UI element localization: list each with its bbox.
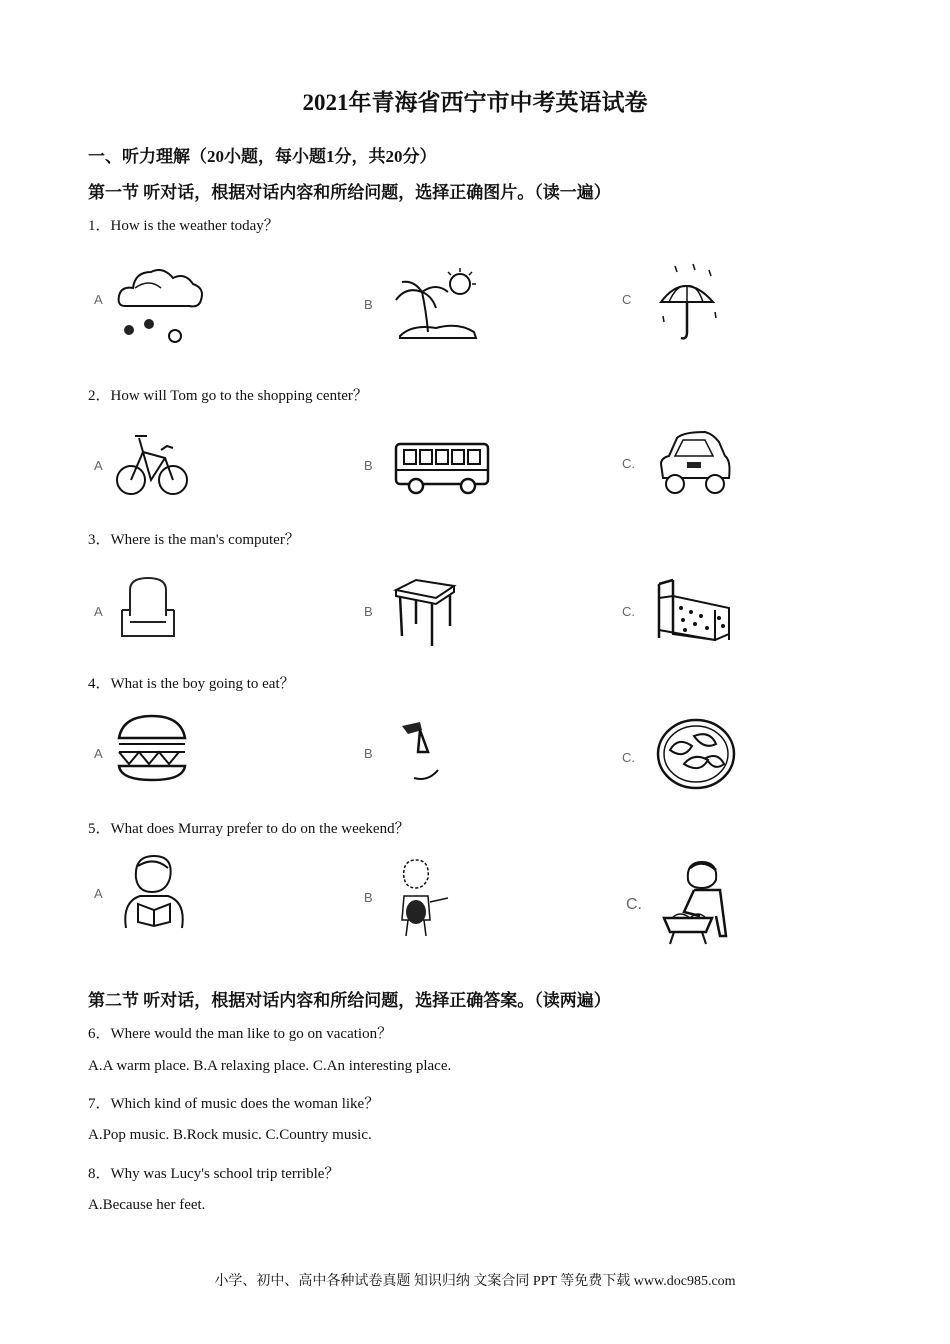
table-icon: [392, 576, 458, 650]
option-label-b: B: [364, 890, 373, 905]
option-label-a: A: [94, 604, 103, 619]
question-4: 4．What is the boy going to eat？: [88, 676, 295, 692]
bus-icon: [392, 438, 492, 496]
armchair-icon: [118, 576, 178, 642]
umbrella-rain-icon: [655, 262, 720, 344]
option-label-c: C.: [622, 750, 635, 765]
option-label-a: A: [94, 746, 103, 761]
question-8: 8．Why was Lucy's school trip terrible？: [88, 1166, 340, 1182]
chicken-leg-icon: [400, 718, 444, 784]
bicycle-icon: [115, 428, 190, 500]
sun-palm-island-icon: [392, 266, 482, 346]
option-label-c: C.: [626, 896, 642, 913]
boy-washing-clothes-icon: [660, 856, 734, 948]
question-3: 3．Where is the man's computer？: [88, 532, 300, 548]
hamburger-icon: [115, 714, 189, 784]
question-8-options: A.Because her feet.: [88, 1197, 206, 1213]
page-title: 2021年青海省西宁市中考英语试卷: [302, 90, 648, 115]
option-label-c: C.: [622, 456, 635, 471]
boy-reading-icon: [116, 852, 192, 934]
question-1: 1．How is the weather today？: [88, 218, 279, 234]
dumplings-plate-icon: [654, 716, 738, 792]
option-label-c: C.: [622, 604, 635, 619]
bed-icon: [655, 574, 733, 650]
option-label-b: B: [364, 297, 373, 312]
option-label-b: B: [364, 746, 373, 761]
section1-heading: 第一节 听对话，根据对话内容和所给问题，选择正确图片。（读一遍）: [88, 183, 611, 202]
taxi-icon: [655, 428, 733, 500]
option-label-a: A: [94, 458, 103, 473]
option-label-b: B: [364, 458, 373, 473]
boy-with-ball-icon: [390, 856, 454, 940]
question-7: 7．Which kind of music does the woman like？: [88, 1096, 380, 1112]
option-label-a: A: [94, 886, 103, 901]
question-6-options: A.A warm place. B.A relaxing place. C.An interesting place.: [88, 1058, 452, 1074]
cloud-snow-icon: [115, 258, 205, 350]
part1-heading: 一、听力理解（20小题，每小题1分，共20分）: [88, 147, 437, 166]
option-label-a: A: [94, 292, 103, 307]
option-label-c: C: [622, 292, 632, 307]
section2-heading: 第二节 听对话，根据对话内容和所给问题，选择正确答案。（读两遍）: [88, 991, 611, 1010]
question-7-options: A.Pop music. B.Rock music. C.Country music.: [88, 1127, 372, 1143]
question-5: 5．What does Murray prefer to do on the weekend？: [88, 821, 410, 837]
question-2: 2．How will Tom go to the shopping center？: [88, 388, 368, 404]
question-6: 6．Where would the man like to go on vacation？: [88, 1026, 393, 1042]
option-label-b: B: [364, 604, 373, 619]
page-footer: 小学、初中、高中各种试卷真题 知识归纳 文案合同 PPT 等免费下载 www.doc985.com: [214, 1274, 736, 1289]
